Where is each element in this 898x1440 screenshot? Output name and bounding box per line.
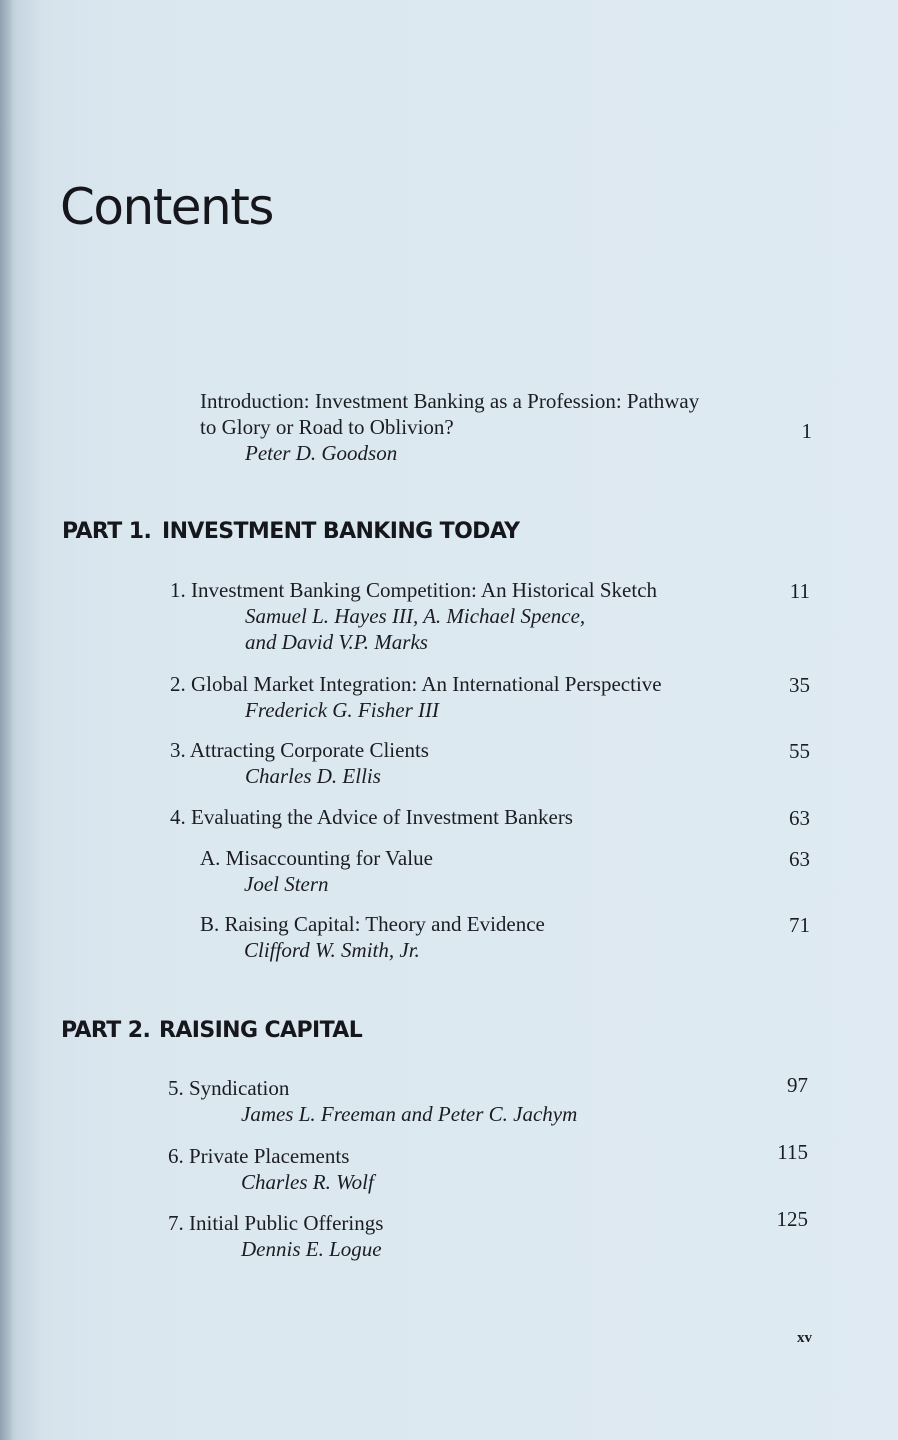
entry-page-number: 63 [789,806,810,830]
entry-author: Clifford W. Smith, Jr. [244,938,420,962]
toc-entry-6 [168,1143,374,1195]
entry-page-number: 55 [789,739,810,763]
entry-page-number: 125 [776,1207,808,1231]
entry-page-number: 11 [789,579,810,603]
entry-author: and David V.P. Marks [245,630,428,654]
entry-title: Attracting Corporate Clients [189,738,429,762]
entry-author: Samuel L. Hayes III, A. Michael Spence, [245,604,586,628]
part-2-name: RAISING CAPITAL [159,1018,363,1043]
toc-entry-3 [170,737,429,789]
entry-author: Charles R. Wolf [241,1170,374,1194]
entry-author: James L. Freeman and Peter C. Jachym [241,1102,578,1126]
entry-title: Investment Banking Competition: An Historical Sketch [191,578,658,602]
entry-number: 6. [168,1144,184,1168]
part-1-heading [62,519,520,544]
entry-author: Joel Stern [244,872,329,896]
entry-number: 2. [170,672,186,696]
entry-number: B. [200,912,220,936]
entry-title: Initial Public Offerings [189,1211,384,1235]
entry-page-number: 35 [789,673,810,697]
toc-entry-5 [168,1075,577,1127]
entry-page-number: 71 [789,913,810,937]
entry-page-number: 115 [777,1140,808,1164]
entry-title: Misaccounting for Value [225,846,433,870]
part-1-label: PART 1. [62,519,152,544]
part-1-name: INVESTMENT BANKING TODAY [162,519,520,544]
part-2-heading [61,1018,362,1043]
toc-entry-4b [200,911,545,963]
entry-number: 3. [170,738,186,762]
spine-shadow [0,0,14,1440]
intro-author: Peter D. Goodson [245,441,398,465]
toc-entry-1 [170,577,657,655]
intro-title-line2: to Glory or Road to Oblivion? [200,415,454,439]
toc-entry-4a [200,845,433,897]
intro-page-number: 1 [801,419,812,443]
entry-page-number: 97 [787,1073,808,1097]
page-title: Contents [60,178,273,236]
entry-page-number: 63 [789,847,810,871]
entry-number: 5. [168,1076,184,1100]
folio-page-number: xv [797,1330,812,1346]
entry-title: Private Placements [189,1144,350,1168]
intro-title-line1: Introduction: Investment Banking as a Profession: Pathway [200,389,700,413]
intro-entry [200,388,699,466]
entry-title: Syndication [189,1076,290,1100]
entry-number: A. [200,846,221,870]
entry-author: Dennis E. Logue [241,1237,382,1261]
toc-entry-2 [170,671,662,723]
entry-number: 4. [170,805,186,829]
toc-entry-7 [168,1210,383,1262]
part-2-label: PART 2. [61,1018,151,1043]
entry-title: Evaluating the Advice of Investment Bankers [191,805,573,829]
entry-author: Frederick G. Fisher III [245,698,439,722]
toc-entry-4 [170,804,573,830]
entry-title: Global Market Integration: An International Perspective [191,672,662,696]
entry-author: Charles D. Ellis [245,764,381,788]
entry-number: 1. [170,578,186,602]
entry-title: Raising Capital: Theory and Evidence [224,912,545,936]
entry-number: 7. [168,1211,184,1235]
